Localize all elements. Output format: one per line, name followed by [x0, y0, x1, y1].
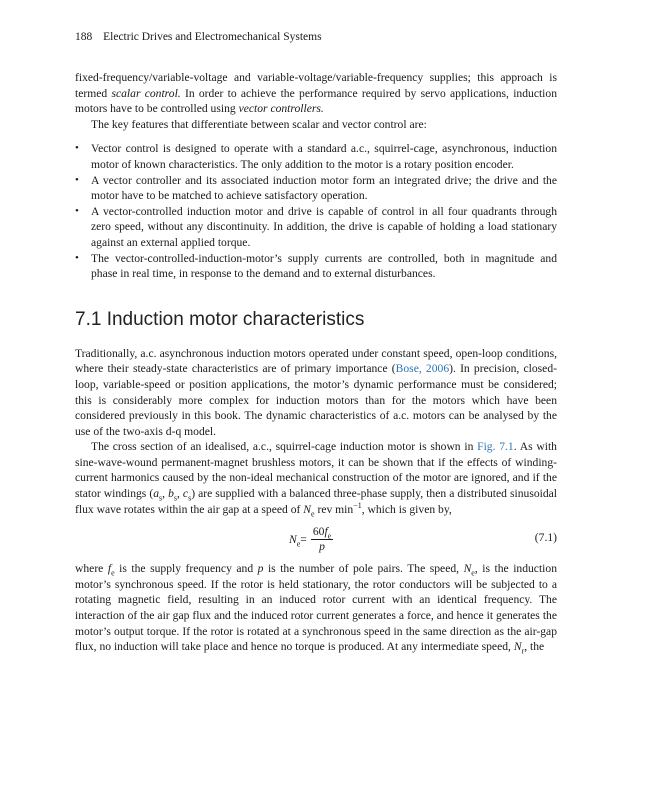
equation-7-1: [75, 523, 557, 557]
equation-numerator: $60f_e$: [312, 525, 332, 541]
intro-paragraph: fixed-frequency/variable-voltage and variable-voltage/variable-frequency supplies; this approach is termed scalar control. In order to achieve the performance required by servo applications, induction motors have to be controlled using vector controllers.: [75, 71, 558, 116]
body-paragraph: The cross section of an idealised, a.c., squirrel-cage induction motor is shown in Fig. 7.1. As with sine-wave-wound permanent-magnet brushless motors, it can be shown that if the effects of winding-current harmonics caused by the non-ideal mechanical construction of the motor are ignored, and if the stator windings ($a_s$, $b_s$, $c_s$) are supplied with a balanced three-phase supply, then a distributed sinusoidal flux wave rotates within the air gap at a speed of $N_e$ rev $\min^{-1}$, which is given by,: [75, 440, 558, 518]
figure-link[interactable]: Fig. 7.1: [477, 440, 514, 454]
equation-denominator: p: [319, 540, 325, 554]
equation-body: [289, 525, 333, 554]
list-item: • The vector-controlled-induction-motor’s supply currents are controlled, both in magnitude and phase in real time, in response to the demand and to external disturbances.: [75, 251, 557, 281]
citation-link[interactable]: Bose, 2006: [395, 362, 450, 376]
book-title: Electric Drives and Electromechanical Systems: [103, 31, 322, 43]
equation-fraction: [311, 525, 333, 554]
page: [75, 28, 557, 655]
key-features-list: [75, 141, 557, 281]
section-heading: 7.1 Induction motor characteristics: [75, 308, 365, 330]
page-number: 188: [75, 31, 93, 43]
equation-number: (7.1): [534, 531, 557, 545]
running-head: [75, 28, 557, 46]
equation-equals: =: [300, 533, 307, 547]
list-item: • Vector control is designed to operate with a standard a.c., squirrel-cage, asynchronous, induction motor of known characteristics. The only addition to the motor is a rotary position encoder.: [75, 142, 557, 171]
bullet-icon: •: [75, 251, 79, 264]
equation-lhs: $N_e$: [289, 533, 301, 549]
bullet-icon: •: [75, 173, 79, 186]
bullet-icon: •: [75, 204, 79, 217]
list-item: • A vector controller and its associated induction motor form an integrated drive; the drive and the motor have to be matched to achieve satisfactory operation.: [75, 173, 557, 203]
body-paragraph: where $f_e$ is the supply frequency and p is the number of pole pairs. The speed, $N_e$, is the induction motor’s synchronous speed. If the rotor is held stationary, the rotor conductors will be subjected to a rotating magnetic field, resulting in an induced rotor current with an identical frequency. The interaction of the air gap flux and the induced rotor current generates a force, and hence it generates the motor’s output torque. If the rotor is rotated at a synchronous speed in the same direction as the air-gap flux, no induction will take place and hence no torque is produced. At any intermediate speed, $N_r$, the: [75, 562, 557, 656]
key-features-lead: The key features that differentiate between scalar and vector control are:: [91, 117, 427, 131]
list-item: • A vector-controlled induction motor and drive is capable of control in all four quadrants through zero speed, without any discontinuity. In addition, the drive is capable of holding a load stationary against an external applied torque.: [75, 204, 557, 249]
bullet-icon: •: [75, 142, 79, 155]
body-paragraph: Traditionally, a.c. asynchronous induction motors operated under constant speed, open-loop conditions, where their steady-state characteristics are of primary importance (Bose, 2006). In precision, closed-loop, variable-speed or position applications, the motor’s dynamic performance must be considered; this is considerably more complex for induction motors than for the motors which have been considered previously in this book. The dynamic characteristics of a.c. motors can be analysed by the use of the two-axis d-q model.: [75, 346, 557, 438]
